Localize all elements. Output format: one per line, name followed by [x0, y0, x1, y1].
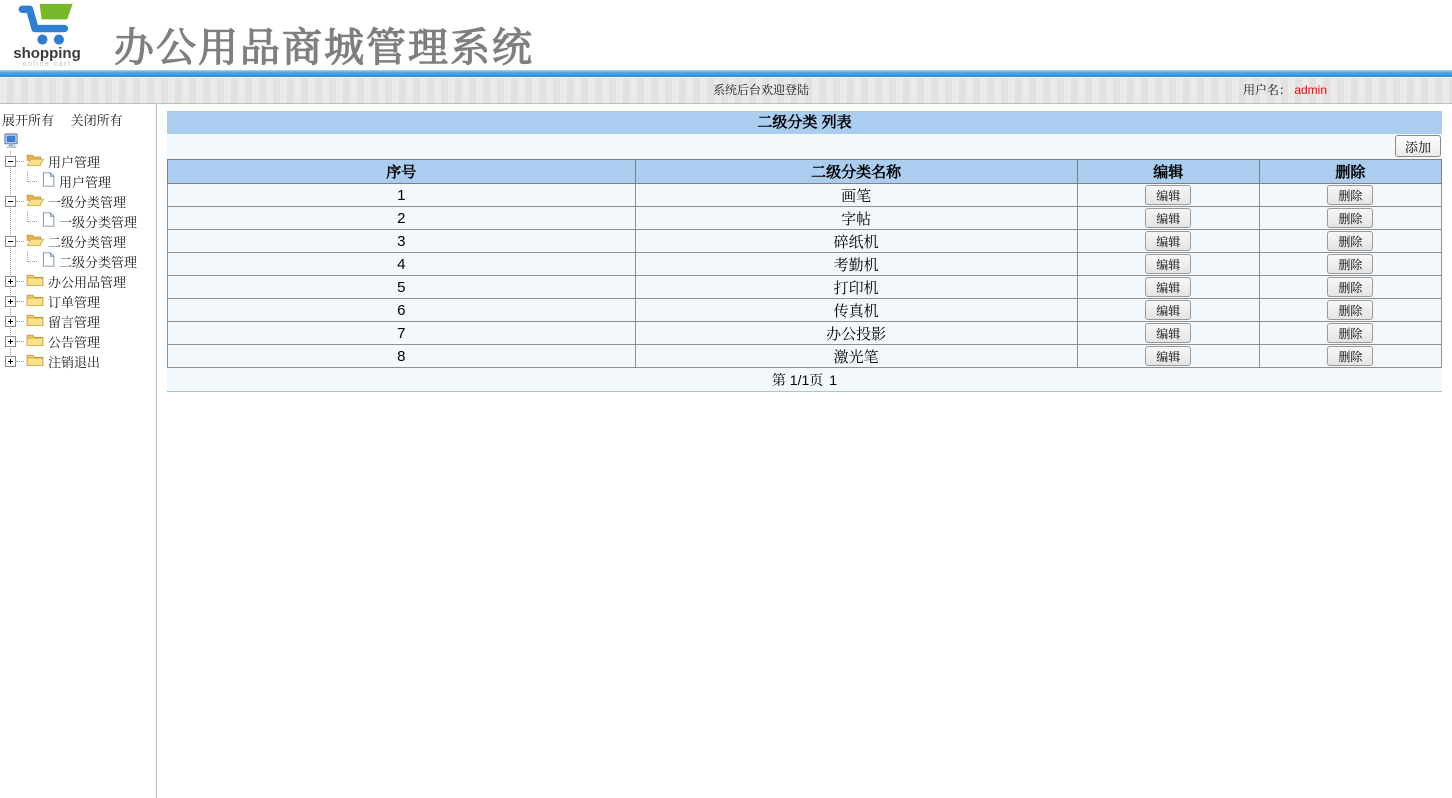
sidebar-node-用户管理[interactable] — [2, 151, 156, 171]
row-index-cell: 6 — [168, 299, 636, 322]
row-name-cell: 碎纸机 — [635, 230, 1077, 253]
sidebar-node-label[interactable]: 用户管理 — [48, 154, 101, 170]
sidebar-node-label[interactable]: 一级分类管理 — [48, 194, 127, 210]
folder-closed-icon — [26, 273, 44, 290]
tree-dots — [16, 361, 24, 362]
tree-dots — [16, 281, 24, 282]
collapse-node-icon[interactable] — [5, 236, 16, 247]
app-logo — [4, 2, 90, 69]
tree-dots — [16, 201, 24, 202]
delete-button[interactable]: 删除 — [1327, 323, 1373, 343]
logo-text: shopping — [13, 45, 81, 62]
row-delete-cell — [1259, 345, 1441, 368]
sidebar-node-公告管理[interactable] — [2, 331, 156, 351]
sidebar-node-label[interactable]: 注销退出 — [48, 354, 101, 370]
sidebar-node-label[interactable]: 订单管理 — [48, 294, 101, 310]
sidebar-node-注销退出[interactable] — [2, 351, 156, 371]
folder-closed-icon — [26, 353, 44, 370]
row-name-cell: 考勤机 — [635, 253, 1077, 276]
top-header — [0, 0, 1452, 70]
column-header-edit: 编辑 — [1077, 160, 1259, 184]
page-icon — [42, 252, 55, 270]
row-delete-cell — [1259, 184, 1441, 207]
column-header-delete: 删除 — [1259, 160, 1441, 184]
row-index-cell: 3 — [168, 230, 636, 253]
table-row — [168, 299, 1442, 322]
row-edit-cell — [1077, 207, 1259, 230]
folder-closed-icon — [26, 333, 44, 350]
folder-open-icon — [26, 153, 44, 170]
sidebar-leaf-label[interactable]: 二级分类管理 — [59, 254, 138, 270]
row-name-cell: 打印机 — [635, 276, 1077, 299]
folder-closed-icon — [26, 313, 44, 330]
main-layout — [0, 104, 1452, 798]
edit-button[interactable]: 编辑 — [1145, 231, 1191, 251]
row-name-cell: 字帖 — [635, 207, 1077, 230]
delete-button[interactable]: 删除 — [1327, 346, 1373, 366]
edit-button[interactable]: 编辑 — [1145, 346, 1191, 366]
delete-button[interactable]: 删除 — [1327, 277, 1373, 297]
table-row — [168, 253, 1442, 276]
row-index-cell: 4 — [168, 253, 636, 276]
row-edit-cell — [1077, 299, 1259, 322]
row-delete-cell — [1259, 230, 1441, 253]
collapse-node-icon[interactable] — [5, 196, 16, 207]
folder-open-icon — [26, 233, 44, 250]
sidebar-node-label[interactable]: 二级分类管理 — [48, 234, 127, 250]
username-value: admin — [1294, 83, 1327, 97]
row-name-cell: 画笔 — [635, 184, 1077, 207]
user-info — [1243, 78, 1327, 103]
delete-button[interactable]: 删除 — [1327, 185, 1373, 205]
sidebar-node-二级分类管理[interactable] — [2, 231, 156, 251]
sidebar-node-label[interactable]: 办公用品管理 — [48, 274, 127, 290]
row-edit-cell — [1077, 345, 1259, 368]
collapse-all-link[interactable]: 关闭所有 — [70, 113, 123, 128]
row-name-cell: 传真机 — [635, 299, 1077, 322]
tree-dots — [16, 321, 24, 322]
row-index-cell: 1 — [168, 184, 636, 207]
tree-branch-line — [27, 171, 37, 182]
sidebar — [0, 104, 157, 798]
toolbar — [167, 134, 1442, 159]
sidebar-node-留言管理[interactable] — [2, 311, 156, 331]
row-index-cell: 5 — [168, 276, 636, 299]
row-index-cell: 2 — [168, 207, 636, 230]
page-icon — [42, 212, 55, 230]
page-title: 办公用品商城管理系统 — [114, 26, 534, 70]
sidebar-node-一级分类管理[interactable] — [2, 191, 156, 211]
row-delete-cell — [1259, 207, 1441, 230]
welcome-text: 系统后台欢迎登陆 — [712, 83, 810, 97]
shopping-cart-icon — [4, 2, 90, 46]
tree-dots — [16, 241, 24, 242]
edit-button[interactable]: 编辑 — [1145, 277, 1191, 297]
edit-button[interactable]: 编辑 — [1145, 208, 1191, 228]
folder-open-icon — [26, 193, 44, 210]
add-button[interactable]: 添加 — [1395, 135, 1441, 157]
delete-button[interactable]: 删除 — [1327, 231, 1373, 251]
collapse-node-icon[interactable] — [5, 156, 16, 167]
delete-button[interactable]: 删除 — [1327, 300, 1373, 320]
row-edit-cell — [1077, 230, 1259, 253]
page-icon — [42, 172, 55, 190]
panel-title: 二级分类 列表 — [167, 111, 1442, 134]
tree-dots — [16, 301, 24, 302]
row-delete-cell — [1259, 253, 1441, 276]
table-row — [168, 345, 1442, 368]
expand-node-icon[interactable] — [5, 356, 16, 367]
row-edit-cell — [1077, 253, 1259, 276]
tree-branch-line — [27, 251, 37, 262]
sidebar-node-label[interactable]: 留言管理 — [48, 314, 101, 330]
sidebar-node-办公用品管理[interactable] — [2, 271, 156, 291]
status-bar — [0, 77, 1452, 104]
column-header-name: 二级分类名称 — [635, 160, 1077, 184]
expand-node-icon[interactable] — [5, 276, 16, 287]
category-table — [167, 159, 1442, 368]
edit-button[interactable]: 编辑 — [1145, 185, 1191, 205]
table-row — [168, 184, 1442, 207]
expand-all-link[interactable]: 展开所有 — [2, 113, 55, 128]
folder-closed-icon — [26, 293, 44, 310]
table-row — [168, 276, 1442, 299]
pagination-label: 第 1/1页 — [771, 372, 824, 388]
row-delete-cell — [1259, 322, 1441, 345]
expand-node-icon[interactable] — [5, 296, 16, 307]
sidebar-leaf-用户管理[interactable] — [2, 171, 156, 191]
table-header-row — [168, 160, 1442, 184]
nav-tree — [2, 133, 156, 371]
computer-icon — [4, 133, 19, 152]
sidebar-leaf-label[interactable]: 一级分类管理 — [59, 214, 138, 230]
expand-node-icon[interactable] — [5, 316, 16, 327]
table-row — [168, 230, 1442, 253]
row-name-cell: 办公投影 — [635, 322, 1077, 345]
expand-node-icon[interactable] — [5, 336, 16, 347]
table-row — [168, 207, 1442, 230]
delete-button[interactable]: 删除 — [1327, 208, 1373, 228]
sidebar-leaf-label[interactable]: 用户管理 — [59, 174, 112, 190]
edit-button[interactable]: 编辑 — [1145, 323, 1191, 343]
tree-dots — [16, 161, 24, 162]
table-row — [168, 322, 1442, 345]
row-name-cell: 激光笔 — [635, 345, 1077, 368]
tree-dots — [16, 341, 24, 342]
tree-root[interactable] — [2, 133, 156, 151]
edit-button[interactable]: 编辑 — [1145, 254, 1191, 274]
sidebar-leaf-一级分类管理[interactable] — [2, 211, 156, 231]
row-edit-cell — [1077, 322, 1259, 345]
content-area — [157, 104, 1452, 798]
row-index-cell: 7 — [168, 322, 636, 345]
edit-button[interactable]: 编辑 — [1145, 300, 1191, 320]
row-delete-cell — [1259, 276, 1441, 299]
row-index-cell: 8 — [168, 345, 636, 368]
tree-controls — [2, 110, 156, 129]
pagination — [167, 368, 1442, 392]
delete-button[interactable]: 删除 — [1327, 254, 1373, 274]
table-body — [168, 184, 1442, 368]
row-edit-cell — [1077, 276, 1259, 299]
sidebar-node-订单管理[interactable] — [2, 291, 156, 311]
logo-subtext: online cart — [22, 61, 72, 68]
pagination-current-page[interactable]: 1 — [829, 372, 838, 388]
sidebar-node-label[interactable]: 公告管理 — [48, 334, 101, 350]
sidebar-leaf-二级分类管理[interactable] — [2, 251, 156, 271]
row-delete-cell — [1259, 299, 1441, 322]
username-label: 用户名： — [1242, 83, 1291, 97]
column-header-index: 序号 — [168, 160, 636, 184]
tree-branch-line — [27, 211, 37, 222]
row-edit-cell — [1077, 184, 1259, 207]
